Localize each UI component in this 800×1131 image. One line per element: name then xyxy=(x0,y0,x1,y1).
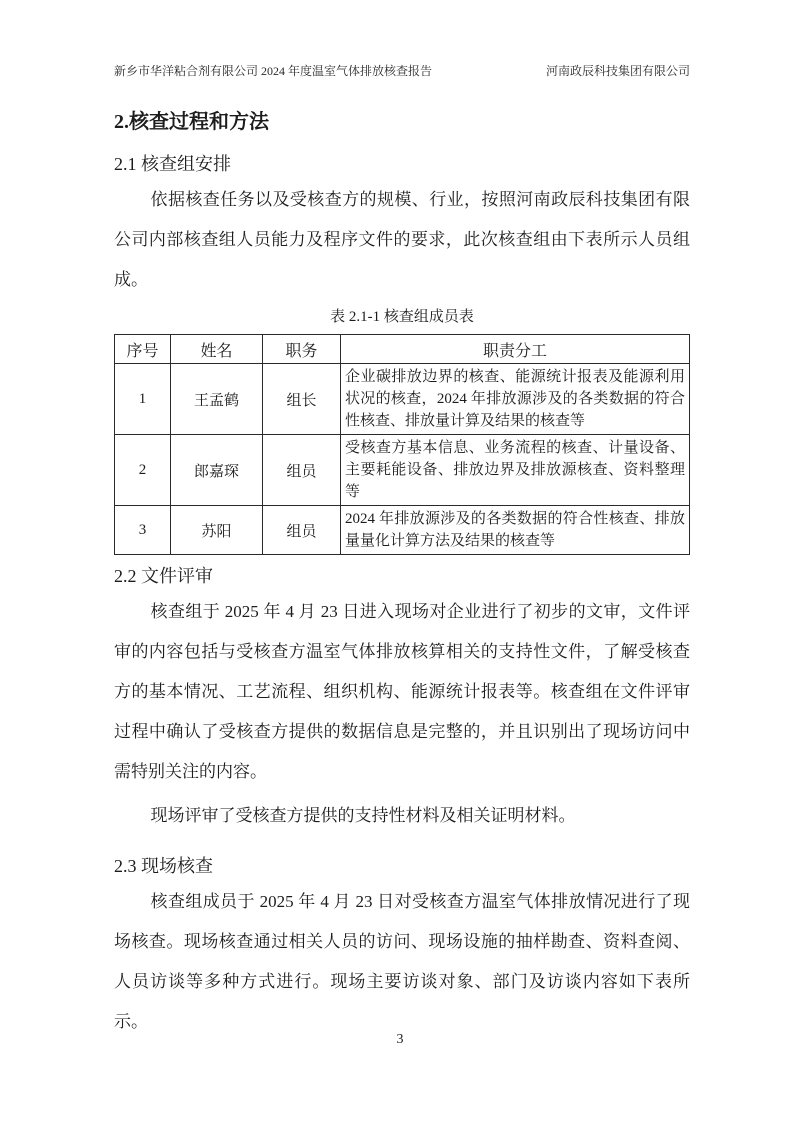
cell-index: 2 xyxy=(115,435,171,506)
paragraph-team-arrangement: 依据核查任务以及受核查方的规模、行业，按照河南政辰科技集团有限公司内部核查组人员能力及程序文件的要求，此次核查组由下表所示人员组成。 xyxy=(114,190,690,289)
table-row xyxy=(115,506,690,555)
paragraph-onsite-review: 现场评审了受核查方提供的支持性材料及相关证明材料。 xyxy=(150,806,576,825)
col-header-name: 姓名 xyxy=(171,335,263,364)
cell-name: 苏阳 xyxy=(171,506,263,555)
header-report-title: 新乡市华洋粘合剂有限公司 2024 年度温室气体排放核查报告 xyxy=(114,64,433,78)
table-row xyxy=(115,364,690,435)
subsection-heading-2-3: 2.3 现场核查 xyxy=(114,856,213,876)
cell-name: 郎嘉琛 xyxy=(171,435,263,506)
cell-duty: 受核查方基本信息、业务流程的核查、计量设备、主要耗能设备、排放边界及排放源核查、资料整理等 xyxy=(341,435,690,506)
cell-duty: 2024 年排放源涉及的各类数据的符合性核查、排放量量化计算方法及结果的核查等 xyxy=(341,506,690,555)
subsection-heading-2-1: 2.1 核查组安排 xyxy=(114,154,231,174)
subsection-heading-2-2: 2.2 文件评审 xyxy=(114,566,213,586)
cell-role: 组员 xyxy=(263,435,341,506)
cell-duty: 企业碳排放边界的核查、能源统计报表及能源利用状况的核查，2024 年排放源涉及的各类数据的符合性核查、排放量计算及结果的核查等 xyxy=(341,364,690,435)
col-header-index: 序号 xyxy=(115,335,171,364)
paragraph-document-review: 核查组于 2025 年 4 月 23 日进入现场对企业进行了初步的文审，文件评审的内容包括与受核查方温室气体排放核算相关的支持性文件，了解受核查方的基本情况、工艺流程、组织机构、能源统计报表等。核查组在文件评审过程中确认了受核查方提供的数据信息是完整的，并且识别出了现场访问中需特别关注的内容。 xyxy=(114,602,690,781)
cell-index: 3 xyxy=(115,506,171,555)
paragraph-onsite-verification: 核查组成员于 2025 年 4 月 23 日对受核查方温室气体排放情况进行了现场核查。现场核查通过相关人员的访问、现场设施的抽样勘查、资料查阅、人员访谈等多种方式进行。现场主要访谈对象、部门及访谈内容如下表所示。 xyxy=(114,892,690,1031)
section-title: 2.核查过程和方法 xyxy=(114,111,269,133)
cell-index: 1 xyxy=(115,364,171,435)
cell-role: 组员 xyxy=(263,506,341,555)
col-header-duty: 职责分工 xyxy=(341,335,690,364)
page-number: 3 xyxy=(396,1032,404,1047)
header-company-name: 河南政辰科技集团有限公司 xyxy=(545,64,690,78)
col-header-role: 职务 xyxy=(263,335,341,364)
page-content xyxy=(114,62,690,1042)
running-header xyxy=(114,62,690,79)
cell-name: 王孟鹤 xyxy=(171,364,263,435)
cell-role: 组长 xyxy=(263,364,341,435)
table-header-row xyxy=(115,335,690,364)
table-row xyxy=(115,435,690,506)
verification-team-table xyxy=(114,334,690,555)
table-caption: 表 2.1-1 核查组成员表 xyxy=(330,309,474,325)
